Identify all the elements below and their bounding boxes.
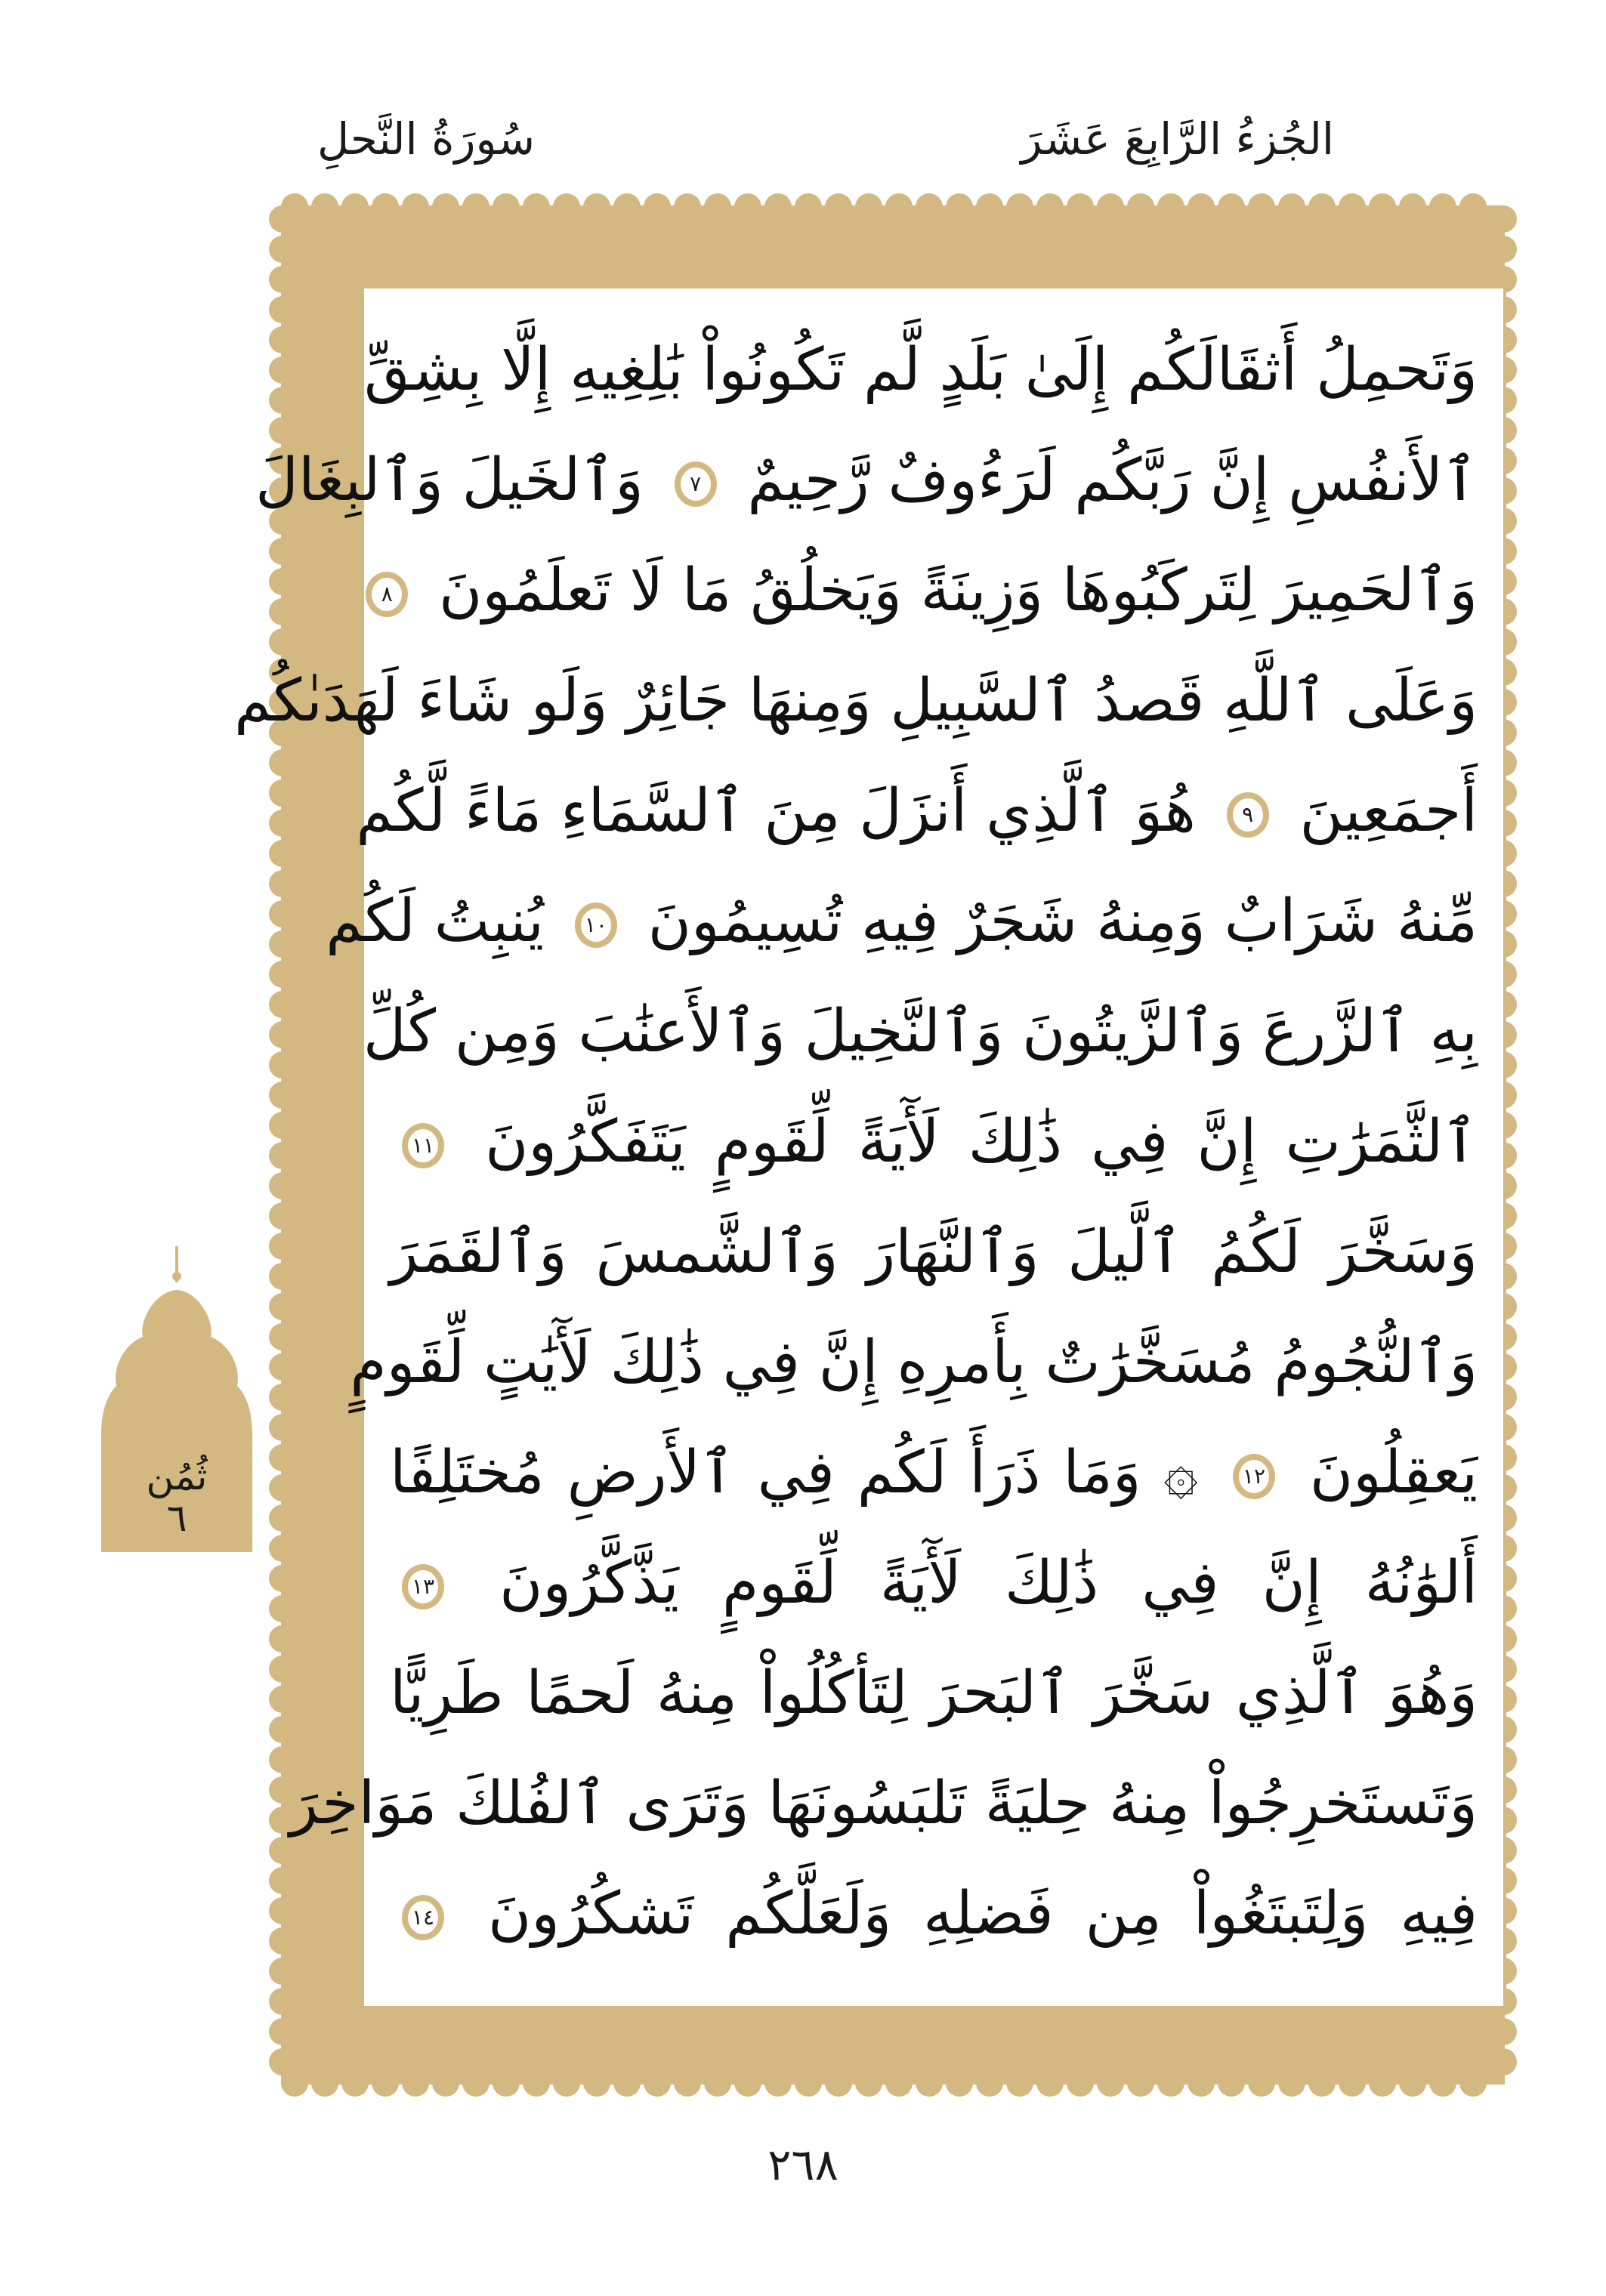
ayah-number: ٨	[381, 581, 393, 606]
text-line-1	[364, 314, 1478, 426]
line-text: وَتَحمِلُ أَثقَالَكُم إِلَىٰ بَلَدٍ لَّم تَكُونُواْ بَٰلِغِيهِ إِلَّا بِشِقِّ	[364, 336, 1478, 404]
line-text: أَجمَعِينَ	[1299, 777, 1478, 845]
line-text: يُنبِتُ لَكُم	[326, 887, 545, 955]
ayah-marker	[1224, 791, 1272, 839]
text-line-10	[350, 1307, 1478, 1418]
ayah-number: ٧	[690, 471, 702, 496]
text-line-11	[390, 1417, 1478, 1529]
ayah-number: ١٤	[411, 1904, 435, 1930]
line-text: وَهُوَ ٱلَّذِي سَخَّرَ ٱلبَحرَ لِتَأكُلُواْ مِنهُ لَحمًا طَرِيًّا	[390, 1659, 1478, 1727]
line-text: أَلوَٰنُهُ إِنَّ فِي ذَٰلِكَ لَأٓيَةً لِّقَومٍ يَذَّكَّرُونَ	[499, 1549, 1478, 1617]
line-text: وَسَخَّرَ لَكُمُ ٱلَّيلَ وَٱلنَّهَارَ وَٱلشَّمسَ وَٱلقَمَرَ	[390, 1218, 1478, 1286]
ayah-marker	[363, 570, 411, 619]
juz-name: الجُزءُ الرَّابِعَ عَشَرَ	[1021, 113, 1334, 165]
text-line-2	[255, 424, 1478, 536]
text-line-7	[363, 976, 1478, 1088]
ayah-number: ٩	[1242, 801, 1254, 827]
line-text: وَٱلخَيلَ وَٱلبِغَالَ	[255, 446, 644, 514]
line-text: يَعقِلُونَ	[1309, 1439, 1478, 1507]
text-line-9	[390, 1196, 1478, 1308]
ayah-marker	[572, 901, 620, 949]
line-text: وَتَستَخرِجُواْ مِنهُ حِليَةً تَلبَسُونَهَا وَتَرَى ٱلفُلكَ مَوَاخِرَ	[289, 1770, 1478, 1838]
thumn-label: ثُمُن	[146, 1455, 208, 1498]
ayah-number: ١٣	[411, 1573, 435, 1599]
line-text: فِيهِ وَلِتَبتَغُواْ مِن فَضلِهِ وَلَعَلَّكُم تَشكُرُونَ	[487, 1880, 1478, 1948]
text-line-8	[390, 1086, 1478, 1198]
text-line-3	[381, 535, 1478, 647]
page-number: ٢٦٨	[767, 2139, 839, 2190]
text-line-15	[390, 1858, 1478, 1970]
ayah-marker	[399, 1563, 447, 1611]
thumn-number: ٦	[166, 1496, 187, 1540]
text-area	[234, 299, 1493, 1998]
ayah-marker	[399, 1893, 447, 1942]
text-line-6	[326, 866, 1478, 977]
surah-name: سُورَةُ النَّحلِ	[317, 113, 536, 165]
line-text: مِّنهُ شَرَابٌ وَمِنهُ شَجَرٌ فِيهِ تُسِيمُونَ	[647, 887, 1478, 955]
text-line-4	[234, 645, 1478, 757]
line-text: هُوَ ٱلَّذِي أَنزَلَ مِنَ ٱلسَّمَاءِ مَاءً لَّكُم	[356, 777, 1196, 845]
text-line-5	[356, 755, 1478, 867]
line-text: ۞ وَمَا ذَرَأَ لَكُم فِي ٱلأَرضِ مُختَلِفًا	[390, 1439, 1199, 1507]
line-text: وَٱلحَمِيرَ لِتَركَبُوهَا وَزِينَةً وَيَخلُقُ مَا لَا تَعلَمُونَ	[439, 557, 1478, 625]
ayah-marker	[672, 460, 720, 508]
ayah-number: ١١	[411, 1132, 435, 1158]
text-line-14	[289, 1748, 1478, 1859]
ayah-marker	[1230, 1452, 1278, 1501]
text-line-13	[390, 1637, 1478, 1749]
line-text: وَٱلنُّجُومُ مُسَخَّرَٰتٌ بِأَمرِهِ إِنَّ فِي ذَٰلِكَ لَأٓيَٰتٍ لِّقَومٍ	[350, 1329, 1478, 1396]
ayah-number: ١٠	[584, 912, 607, 937]
line-text: ٱلأَنفُسِ إِنَّ رَبَّكُم لَرَءُوفٌ رَّحِيمٌ	[747, 446, 1478, 514]
thumn-marker	[101, 1246, 252, 1552]
line-text: وَعَلَى ٱللَّهِ قَصدُ ٱلسَّبِيلِ وَمِنهَا جَائِرٌ وَلَو شَاءَ لَهَدَىٰكُم	[234, 667, 1478, 735]
line-text: ٱلثَّمَرَٰتِ إِنَّ فِي ذَٰلِكَ لَأٓيَةً لِّقَومٍ يَتَفَكَّرُونَ	[485, 1108, 1478, 1176]
ayah-number: ١٢	[1242, 1463, 1265, 1489]
line-text: بِهِ ٱلزَّرعَ وَٱلزَّيتُونَ وَٱلنَّخِيلَ وَٱلأَعنَٰبَ وَمِن كُلِّ	[363, 998, 1478, 1066]
ayah-marker	[399, 1122, 447, 1170]
text-line-12	[390, 1527, 1478, 1639]
